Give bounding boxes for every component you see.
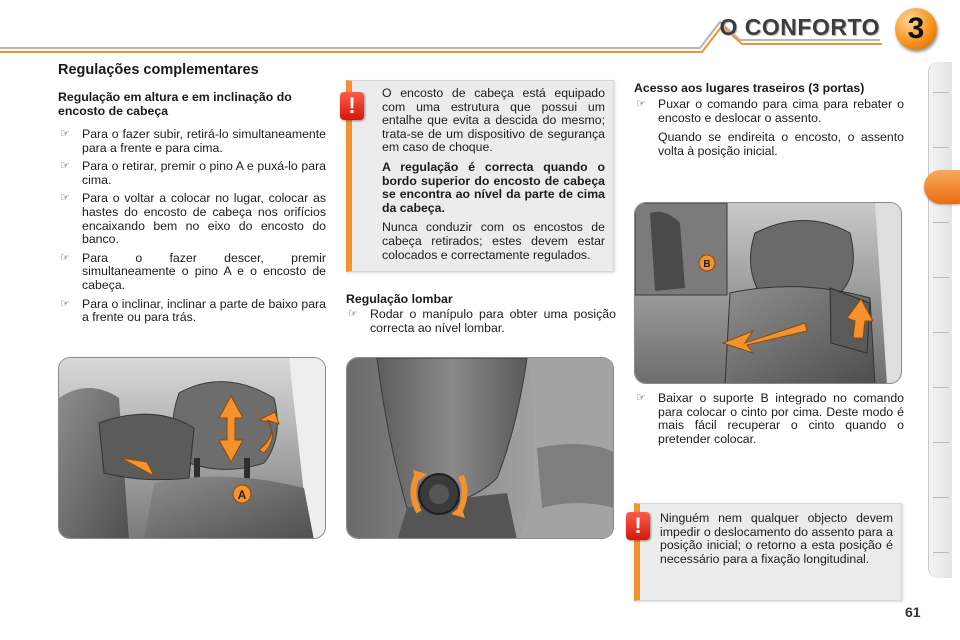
section-title: Regulações complementares bbox=[58, 62, 259, 78]
pointing-hand-icon: ☞ bbox=[60, 251, 70, 264]
support-label: B bbox=[703, 259, 711, 270]
pointing-hand-icon: ☞ bbox=[636, 98, 646, 110]
lumbar-instructions bbox=[346, 308, 616, 340]
tab-divider bbox=[933, 222, 949, 223]
list-item: ☞ Para o fazer subir, retirá-lo simultaneamente para a frente e para cima. bbox=[60, 127, 326, 155]
list-item: ☞ Baixar o suporte B integrado no comando para colocar o cinto por cima. Deste modo é mais fácil recuperar o cinto quando o pretender colocar. bbox=[636, 391, 904, 446]
rear-access-subtitle: Acesso aos lugares traseiros (3 portas) bbox=[634, 81, 865, 95]
tab-divider bbox=[933, 497, 949, 498]
chapter-title: O CONFORTO bbox=[719, 14, 880, 40]
pointing-hand-icon: ☞ bbox=[60, 297, 70, 310]
list-item: ☞ Para o inclinar, inclinar a parte de baixo para a frente ou para trás. bbox=[60, 296, 326, 325]
page-number: 61 bbox=[905, 604, 921, 620]
chapter-tab-strip bbox=[928, 62, 952, 578]
pointing-hand-icon: ☞ bbox=[60, 192, 70, 205]
pin-label: A bbox=[237, 488, 247, 502]
chapter-tab-active[interactable] bbox=[924, 170, 960, 204]
rear-access-photo bbox=[634, 202, 902, 384]
headrest-warning-box bbox=[346, 80, 614, 272]
tab-divider bbox=[933, 387, 949, 388]
headrest-subtitle: Regulação em altura e em inclinação do encosto de cabeça bbox=[58, 90, 292, 118]
list-item: ☞ Para o voltar a colocar no lugar, colocar as hastes do encosto de cabeça nos orifícios encaixando bem no eixo do encosto do banco. bbox=[60, 191, 326, 247]
headrest-instructions bbox=[58, 128, 326, 330]
pointing-hand-icon: ☞ bbox=[636, 392, 646, 404]
support-instructions bbox=[634, 392, 904, 451]
rear-access-instructions bbox=[634, 98, 904, 163]
tab-divider bbox=[933, 92, 949, 93]
list-item: ☞ Para o retirar, premir o pino A e puxá-lo para cima. bbox=[60, 159, 326, 187]
tab-divider bbox=[933, 277, 949, 278]
tab-divider bbox=[933, 442, 949, 443]
exclamation-warning-icon: ! bbox=[340, 92, 364, 120]
rear-access-warning-box bbox=[634, 503, 902, 601]
warning-text-emphasis: A regulação é correcta quando o bordo superior do encosto de cabeça se encontra ao nível da parte de cima da cabeça. bbox=[382, 159, 605, 215]
lumbar-subtitle: Regulação lombar bbox=[346, 292, 453, 306]
tab-divider bbox=[933, 552, 949, 553]
warning-text: Ninguém nem qualquer objecto devem impedir o deslocamento do assento para a posição inicial; o retorno a esta posição é necessário para a fixação longitudinal. bbox=[660, 511, 893, 566]
chapter-number-badge: 3 bbox=[895, 8, 937, 50]
tab-divider bbox=[933, 147, 949, 148]
exclamation-warning-icon: ! bbox=[626, 512, 650, 540]
list-item: ☞ Puxar o comando para cima para rebater o encosto e deslocar o assento. Quando se endireita o encosto, o assento volta à posição inicial. bbox=[636, 97, 904, 158]
list-item: ☞ Para o fazer descer, premir simultaneamente o pino A e o encosto de cabeça. bbox=[60, 250, 326, 292]
pointing-hand-icon: ☞ bbox=[348, 308, 358, 320]
list-item: ☞ Rodar o manípulo para obter uma posição correcta ao nível lombar. bbox=[348, 307, 616, 335]
pointing-hand-icon: ☞ bbox=[60, 128, 70, 140]
warning-text: O encosto de cabeça está equipado com uma estrutura que possui um entalhe que evita a descida do mesmo; trata-se de um dispositivo de segurança em caso de choque. bbox=[382, 86, 605, 155]
lumbar-photo bbox=[346, 357, 614, 539]
pointing-hand-icon: ☞ bbox=[60, 160, 70, 173]
tab-divider bbox=[933, 332, 949, 333]
headrest-photo bbox=[58, 357, 326, 539]
warning-text: Nunca conduzir com os encostos de cabeça retirados; estes devem estar colocados e correctamente regulados. bbox=[382, 220, 605, 262]
